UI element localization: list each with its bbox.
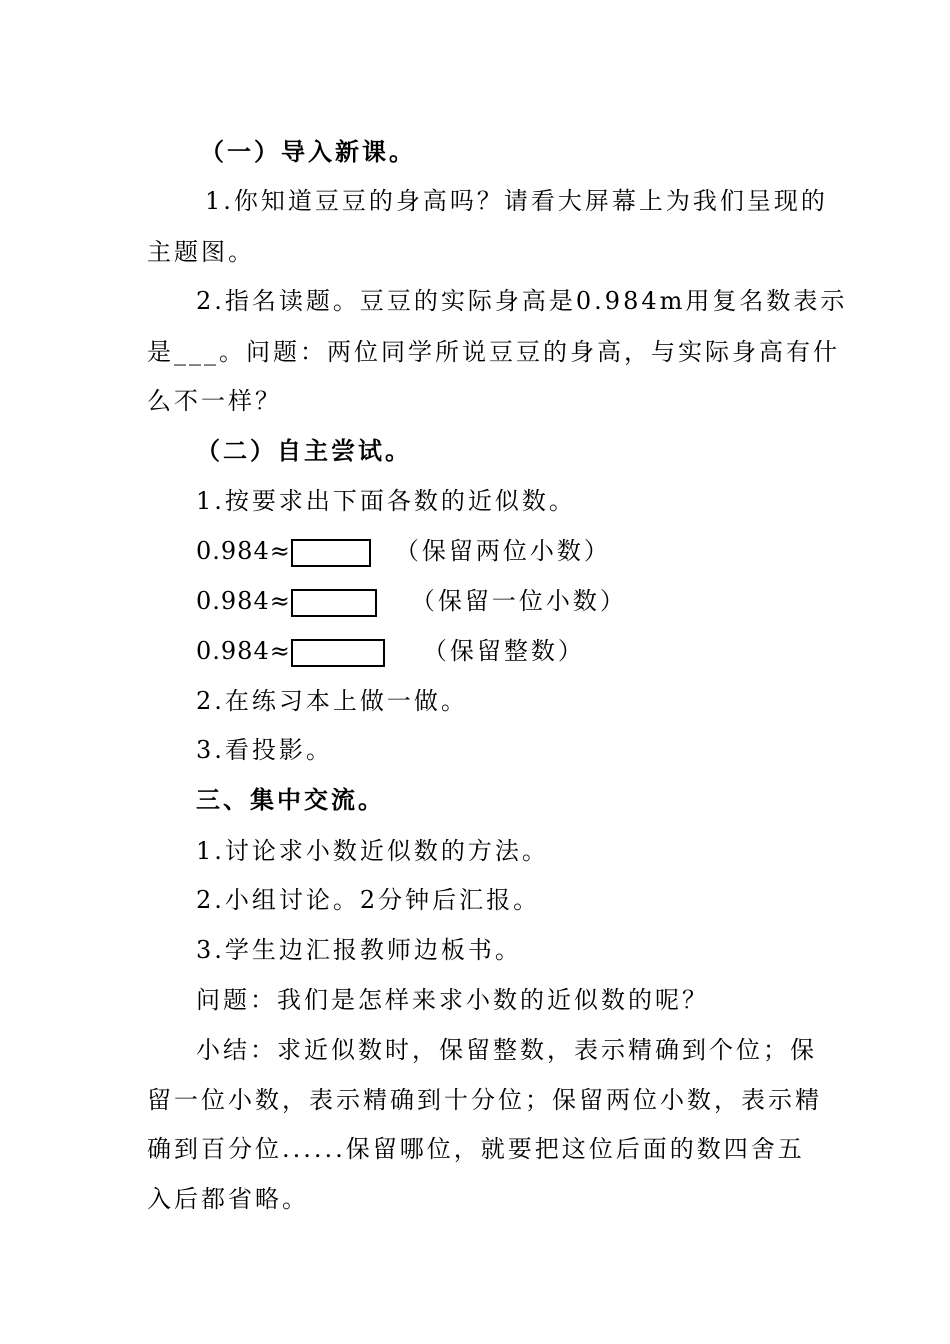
section-heading-intro: （一）导入新课。 bbox=[200, 137, 416, 166]
exercise-number: 0.984≈ bbox=[196, 537, 291, 565]
exercise-number: 0.984≈ bbox=[196, 637, 291, 665]
paragraph-line: 1.你知道豆豆的身高吗？请看大屏幕上为我们呈现的 bbox=[205, 187, 828, 215]
section-heading-self-try: （二）自主尝试。 bbox=[196, 436, 412, 465]
exercise-note: （保留整数） bbox=[422, 637, 585, 665]
paragraph-line: 么不一样？ bbox=[147, 387, 282, 415]
answer-box[interactable] bbox=[291, 589, 377, 617]
paragraph-line: 确到百分位......保留哪位，就要把这位后面的数四舍五 bbox=[147, 1135, 805, 1163]
paragraph-line: 3.看投影。 bbox=[196, 736, 333, 764]
paragraph-line: 小结：求近似数时，保留整数，表示精确到个位；保 bbox=[196, 1036, 817, 1064]
exercise-row bbox=[196, 586, 627, 617]
paragraph-line: 2.小组讨论。2分钟后汇报。 bbox=[196, 886, 541, 914]
paragraph-line: 留一位小数，表示精确到十分位；保留两位小数，表示精 bbox=[147, 1086, 822, 1114]
section-heading-exchange: 三、集中交流。 bbox=[196, 785, 385, 814]
exercise-note: （保留两位小数） bbox=[394, 537, 611, 565]
paragraph-line: 主题图。 bbox=[147, 238, 255, 266]
paragraph-line: 1.讨论求小数近似数的方法。 bbox=[196, 837, 549, 865]
paragraph-line: 2.指名读题。豆豆的实际身高是0.984m用复名数表示 bbox=[196, 287, 848, 315]
paragraph-line: 3.学生边汇报教师边板书。 bbox=[196, 936, 522, 964]
exercise-row bbox=[196, 536, 611, 567]
answer-box[interactable] bbox=[291, 639, 385, 667]
exercise-note: （保留一位小数） bbox=[410, 587, 627, 615]
paragraph-line: 是___。问题：两位同学所说豆豆的身高，与实际身高有什 bbox=[147, 338, 840, 366]
answer-box[interactable] bbox=[291, 539, 371, 567]
exercise-number: 0.984≈ bbox=[196, 587, 291, 615]
paragraph-line: 2.在练习本上做一做。 bbox=[196, 687, 468, 715]
paragraph-line: 问题：我们是怎样来求小数的近似数的呢？ bbox=[196, 986, 709, 1014]
paragraph-line: 入后都省略。 bbox=[147, 1185, 309, 1213]
paragraph-line: 1.按要求出下面各数的近似数。 bbox=[196, 487, 576, 515]
exercise-row bbox=[196, 636, 585, 667]
